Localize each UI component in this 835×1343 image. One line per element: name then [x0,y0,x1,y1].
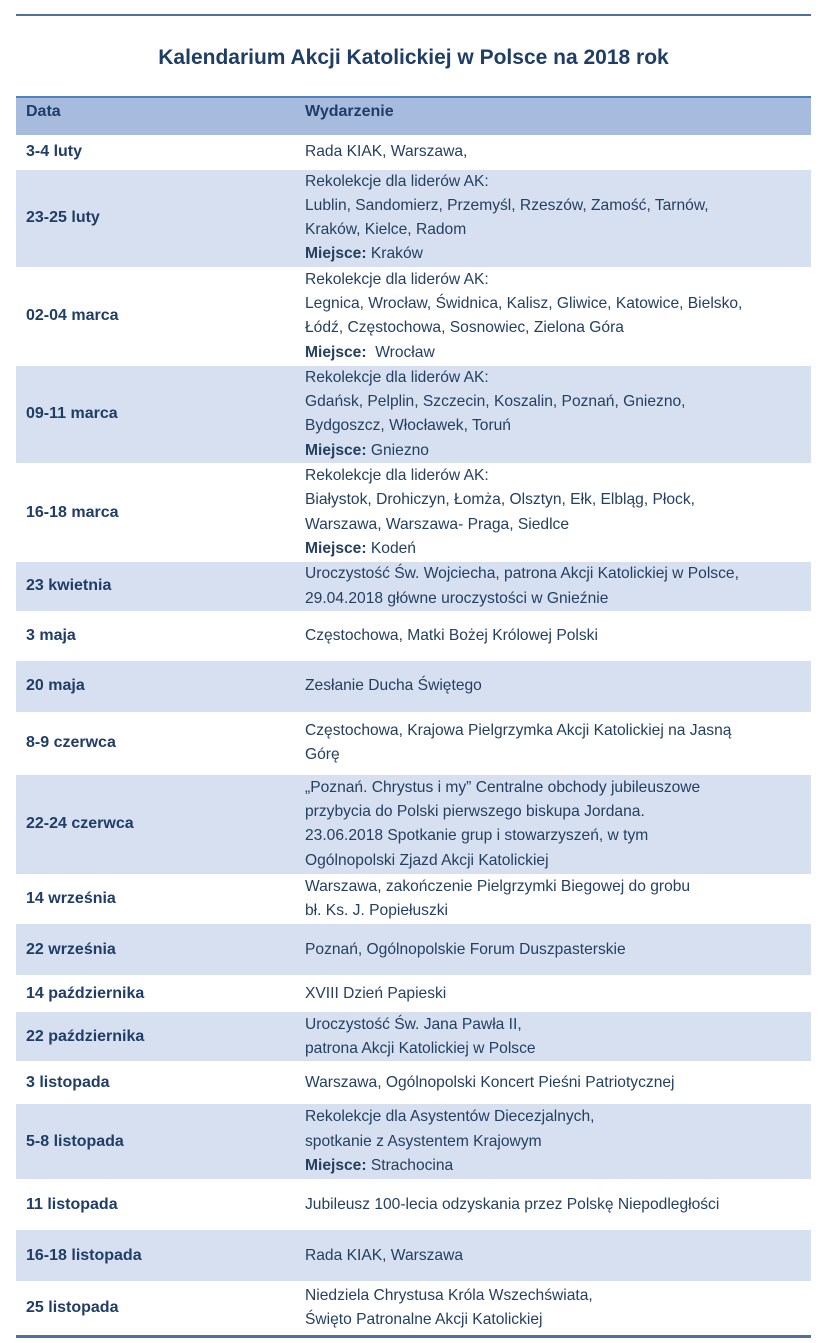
table-row [16,1230,811,1282]
event-date: 23 kwietnia [26,577,112,595]
table-row [16,1104,811,1180]
table-header-row [16,97,811,135]
place-label: Miejsce: [305,539,367,557]
event-date: 25 listopada [26,1299,119,1317]
event-description [295,562,811,612]
event-date: 5-8 listopada [26,1132,124,1150]
event-date: 22-24 czerwca [26,815,134,833]
event-line: patrona Akcji Katolickiej w Polsce [305,1039,536,1057]
place-label: Miejsce: [305,245,367,263]
event-line: Rekolekcje dla liderów AK: [305,270,489,288]
event-line: 23.06.2018 Spotkanie grup i stowarzyszeń, w tym [305,827,649,845]
event-description [295,774,811,874]
place-value: Kodeń [366,539,416,557]
event-line: Warszawa, zakończenie Pielgrzymki Biegowej do grobu [305,877,691,895]
event-description [295,365,811,463]
table-row [16,464,811,562]
event-description [295,135,811,169]
event-line: Ogólnopolski Zjazd Akcji Katolickiej [305,851,549,869]
event-date: 3 maja [26,626,76,644]
event-line: „Poznań. Chrystus i my” Centralne obchody jubileuszowe [305,778,701,796]
event-line: Bydgoszcz, Włocławek, Toruń [305,417,511,435]
table-row [16,1180,811,1230]
event-description [295,712,811,774]
event-description [295,1230,811,1282]
event-line: Warszawa, Ogólnopolski Koncert Pieśni Patriotycznej [305,1073,675,1091]
event-line: Rekolekcje dla liderów AK: [305,172,489,190]
event-place [305,439,811,463]
event-date: 09-11 marca [26,405,118,423]
event-date: 14 października [26,984,145,1002]
table-row [16,712,811,774]
event-description [295,1062,811,1104]
table-row [16,135,811,169]
event-line: Łódź, Częstochowa, Sosnowiec, Zielona Góra [305,319,624,337]
event-description [295,1180,811,1230]
event-line: Rada KIAK, Warszawa, [305,142,468,160]
table-row [16,562,811,612]
event-line: Rada KIAK, Warszawa [305,1246,464,1264]
event-description [295,267,811,365]
event-date: 22 października [26,1027,145,1045]
event-date: 16-18 marca [26,503,119,521]
event-date: 8-9 czerwca [26,734,116,752]
header-event: Wydarzenie [295,97,811,135]
event-line: Kraków, Kielce, Radom [305,221,467,239]
event-line: Białystok, Drohiczyn, Łomża, Olsztyn, Ełk, Elbląg, Płock, [305,491,695,509]
table-row [16,660,811,712]
event-line: Lublin, Sandomierz, Przemyśl, Rzeszów, Zamość, Tarnów, [305,196,709,214]
event-line: Warszawa, Warszawa- Praga, Siedlce [305,515,570,533]
event-date: 02-04 marca [26,307,119,325]
event-description [295,924,811,976]
table-row [16,1282,811,1334]
event-line: spotkanie z Asystentem Krajowym [305,1132,542,1150]
place-value: Kraków [366,245,423,263]
event-place [305,242,811,266]
event-date: 3 listopada [26,1073,110,1091]
event-line: 29.04.2018 główne uroczystości w Gnieźnie [305,589,609,607]
event-description [295,611,811,660]
table-row [16,976,811,1012]
event-date: 11 listopada [26,1195,118,1213]
event-line: Poznań, Ogólnopolskie Forum Duszpasterskie [305,940,626,958]
event-line: Uroczystość Św. Jana Pawła II, [305,1015,522,1033]
events-table [16,96,811,1334]
table-row [16,874,811,924]
event-line: Zesłanie Ducha Świętego [305,677,482,695]
event-description [295,874,811,924]
event-description [295,976,811,1012]
event-date: 14 września [26,889,116,907]
event-description [295,1282,811,1334]
event-line: Jubileusz 100-lecia odzyskania przez Polskę Niepodległości [305,1195,720,1213]
event-line: bł. Ks. J. Popiełuszki [305,902,449,920]
page-title: Kalendarium Akcji Katolickiej w Polsce na 2018 rok [158,46,669,69]
event-line: Rekolekcje dla Asystentów Diecezjalnych, [305,1108,595,1126]
event-date: 3-4 luty [26,142,83,160]
event-line: Częstochowa, Krajowa Pielgrzymka Akcji Katolickiej na Jasną [305,722,732,740]
event-line: Legnica, Wrocław, Świdnica, Kalisz, Gliwice, Katowice, Bielsko, [305,294,743,312]
event-line: Święto Patronalne Akcji Katolickiej [305,1311,543,1329]
event-date: 23-25 luty [26,208,100,226]
table-row [16,1062,811,1104]
place-label: Miejsce: [305,343,367,361]
event-line: Niedziela Chrystusa Króla Wszechświata, [305,1286,593,1304]
event-date: 22 września [26,940,116,958]
event-description [295,169,811,267]
place-value: Wrocław [366,343,435,361]
table-row [16,1012,811,1062]
event-line: Częstochowa, Matki Bożej Królowej Polski [305,626,598,644]
table-row [16,365,811,463]
bottom-rule [16,1335,811,1338]
table-row [16,611,811,660]
event-line: Rekolekcje dla liderów AK: [305,368,489,386]
table-row [16,924,811,976]
event-description [295,464,811,562]
place-value: Gniezno [366,441,429,459]
event-line: Gdańsk, Pelplin, Szczecin, Koszalin, Poznań, Gniezno, [305,393,686,411]
event-date: 16-18 listopada [26,1246,142,1264]
place-label: Miejsce: [305,441,367,459]
place-label: Miejsce: [305,1157,367,1175]
calendar-page [16,14,811,1338]
table-row [16,267,811,365]
event-place [305,1154,811,1178]
event-description [295,1104,811,1180]
event-line: Uroczystość Św. Wojciecha, patrona Akcji Katolickiej w Polsce, [305,565,739,583]
event-place [305,341,811,365]
event-line: Górę [305,746,340,764]
table-row [16,169,811,267]
event-line: przybycia do Polski pierwszego biskupa Jordana. [305,803,645,821]
table-row [16,774,811,874]
event-description [295,1012,811,1062]
place-value: Strachocina [366,1157,454,1175]
event-line: XVIII Dzień Papieski [305,984,447,1002]
event-place [305,537,811,561]
event-line: Rekolekcje dla liderów AK: [305,467,489,485]
header-date: Data [16,97,295,135]
event-date: 20 maja [26,677,85,695]
event-description [295,660,811,712]
